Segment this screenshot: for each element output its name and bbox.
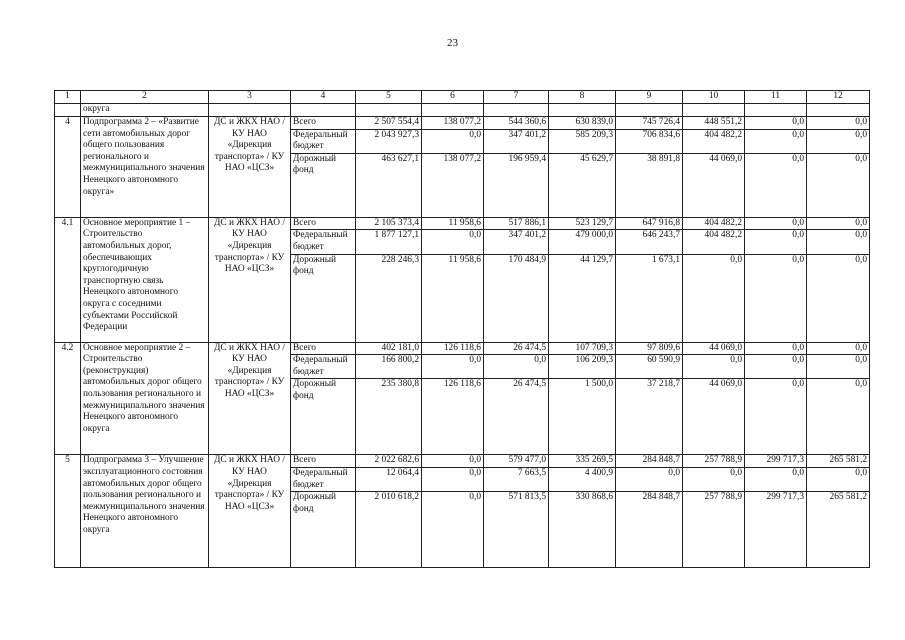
funding-source: Всего	[291, 455, 356, 468]
amount-cell: 257 788,9	[683, 455, 745, 468]
row-number: 4	[55, 117, 81, 218]
funding-source: Всего	[291, 217, 356, 230]
page-number: 23	[447, 37, 458, 49]
amount-cell: 404 482,2	[683, 217, 745, 230]
table-row	[55, 217, 870, 230]
row-name: Подпрограмма 3 – Улучшение эксплуатационного состояния автомобильных дорог общего пользования регионального и межмуниципального значения Ненецкого автономного округа	[81, 455, 209, 568]
table-row	[55, 455, 870, 468]
amount-cell: 646 243,7	[616, 230, 683, 254]
cell-empty	[422, 104, 484, 117]
amount-cell: 0,0	[683, 355, 745, 379]
table-row	[55, 342, 870, 355]
amount-cell: 0,0	[422, 455, 484, 468]
amount-cell: 0,0	[422, 129, 484, 153]
amount-cell: 0,0	[807, 230, 870, 254]
table-row	[55, 117, 870, 130]
amount-cell: 44 069,0	[683, 379, 745, 455]
col-number: 11	[745, 91, 807, 104]
amount-cell: 523 129,7	[549, 217, 616, 230]
amount-cell: 0,0	[616, 467, 683, 491]
amount-cell: 44 069,0	[683, 342, 745, 355]
amount-cell: 0,0	[745, 217, 807, 230]
amount-cell: 330 868,6	[549, 492, 616, 568]
row-name: Подпрограмма 2 – «Развитие сети автомобильных дорог общего пользования регионального и межмуниципального значения Ненецкого автономного округа»	[81, 117, 209, 218]
budget-table	[54, 90, 870, 568]
funding-source: Федеральный бюджет	[291, 129, 356, 153]
row-number: 5	[55, 455, 81, 568]
col-number: 4	[291, 91, 356, 104]
funding-source: Дорожный фонд	[291, 254, 356, 342]
amount-cell: 138 077,2	[422, 117, 484, 130]
amount-cell: 235 380,8	[356, 379, 422, 455]
amount-cell: 107 709,3	[549, 342, 616, 355]
amount-cell: 0,0	[807, 355, 870, 379]
amount-cell: 544 360,6	[484, 117, 549, 130]
amount-cell: 126 118,6	[422, 379, 484, 455]
amount-cell: 257 788,9	[683, 492, 745, 568]
amount-cell: 265 581,2	[807, 492, 870, 568]
amount-cell: 630 839,0	[549, 117, 616, 130]
amount-cell: 60 590,9	[616, 355, 683, 379]
amount-cell: 138 077,2	[422, 153, 484, 217]
cell-empty	[356, 104, 422, 117]
amount-cell: 579 477,0	[484, 455, 549, 468]
table-body	[55, 91, 870, 568]
amount-cell: 26 474,5	[484, 342, 549, 355]
amount-cell: 228 246,3	[356, 254, 422, 342]
amount-cell: 0,0	[745, 467, 807, 491]
row-executor: ДС и ЖКХ НАО / КУ НАО «Дирекция транспорта» / КУ НАО «ЦСЗ»	[209, 117, 291, 218]
amount-cell: 4 400,9	[549, 467, 616, 491]
amount-cell: 11 958,6	[422, 254, 484, 342]
funding-source: Дорожный фонд	[291, 153, 356, 217]
amount-cell: 45 629,7	[549, 153, 616, 217]
amount-cell: 0,0	[807, 379, 870, 455]
amount-cell: 97 809,6	[616, 342, 683, 355]
amount-cell: 335 269,5	[549, 455, 616, 468]
continuation-row	[55, 104, 870, 117]
amount-cell: 196 959,4	[484, 153, 549, 217]
amount-cell: 265 581,2	[807, 455, 870, 468]
cell-empty	[807, 104, 870, 117]
amount-cell: 284 848,7	[616, 455, 683, 468]
funding-source: Всего	[291, 342, 356, 355]
amount-cell: 0,0	[745, 117, 807, 130]
amount-cell: 7 663,5	[484, 467, 549, 491]
amount-cell: 402 181,0	[356, 342, 422, 355]
amount-cell: 299 717,3	[745, 492, 807, 568]
amount-cell: 0,0	[807, 217, 870, 230]
amount-cell: 126 118,6	[422, 342, 484, 355]
cell-empty	[549, 104, 616, 117]
amount-cell: 166 800,2	[356, 355, 422, 379]
funding-source: Дорожный фонд	[291, 379, 356, 455]
amount-cell: 0,0	[807, 254, 870, 342]
amount-cell: 0,0	[807, 117, 870, 130]
row-number: 4.2	[55, 342, 81, 455]
amount-cell: 571 813,5	[484, 492, 549, 568]
amount-cell: 170 484,9	[484, 254, 549, 342]
amount-cell: 26 474,5	[484, 379, 549, 455]
amount-cell: 0,0	[422, 230, 484, 254]
row-executor: ДС и ЖКХ НАО / КУ НАО «Дирекция транспорта» / КУ НАО «ЦСЗ»	[209, 455, 291, 568]
column-number-row	[55, 91, 870, 104]
row-name: Основное мероприятие 1 – Строительство автомобильных дорог, обеспечивающих круглогодичную транспортную связь Ненецкого автономного округа с соседними субъектами Российской Федерации	[81, 217, 209, 342]
funding-source: Федеральный бюджет	[291, 230, 356, 254]
amount-cell: 0,0	[745, 254, 807, 342]
amount-cell: 463 627,1	[356, 153, 422, 217]
col-number: 7	[484, 91, 549, 104]
amount-cell: 0,0	[745, 129, 807, 153]
amount-cell: 0,0	[484, 355, 549, 379]
funding-source: Дорожный фонд	[291, 492, 356, 568]
amount-cell: 0,0	[422, 492, 484, 568]
continuation-text: округа	[81, 104, 209, 117]
amount-cell: 0,0	[745, 230, 807, 254]
amount-cell: 0,0	[422, 355, 484, 379]
amount-cell: 0,0	[745, 153, 807, 217]
col-number: 2	[81, 91, 209, 104]
amount-cell: 448 551,2	[683, 117, 745, 130]
amount-cell: 299 717,3	[745, 455, 807, 468]
amount-cell: 2 507 554,4	[356, 117, 422, 130]
col-number: 5	[356, 91, 422, 104]
amount-cell: 11 958,6	[422, 217, 484, 230]
amount-cell: 0,0	[807, 129, 870, 153]
amount-cell: 0,0	[807, 467, 870, 491]
row-executor: ДС и ЖКХ НАО / КУ НАО «Дирекция транспорта» / КУ НАО «ЦСЗ»	[209, 217, 291, 342]
cell-empty	[55, 104, 81, 117]
amount-cell: 37 218,7	[616, 379, 683, 455]
amount-cell: 1 877 127,1	[356, 230, 422, 254]
row-number: 4.1	[55, 217, 81, 342]
col-number: 10	[683, 91, 745, 104]
cell-empty	[209, 104, 291, 117]
row-executor: ДС и ЖКХ НАО / КУ НАО «Дирекция транспорта» / КУ НАО «ЦСЗ»	[209, 342, 291, 455]
amount-cell: 479 000,0	[549, 230, 616, 254]
amount-cell: 404 482,2	[683, 230, 745, 254]
amount-cell: 44 069,0	[683, 153, 745, 217]
amount-cell: 517 886,1	[484, 217, 549, 230]
col-number: 12	[807, 91, 870, 104]
amount-cell: 706 834,6	[616, 129, 683, 153]
amount-cell: 38 891,8	[616, 153, 683, 217]
col-number: 8	[549, 91, 616, 104]
col-number: 1	[55, 91, 81, 104]
amount-cell: 0,0	[745, 355, 807, 379]
amount-cell: 1 673,1	[616, 254, 683, 342]
funding-source: Федеральный бюджет	[291, 355, 356, 379]
amount-cell: 347 401,2	[484, 230, 549, 254]
row-name: Основное мероприятие 2 – Строительство (реконструкция) автомобильных дорог общего пользования регионального и межмуниципального значения Ненецкого автономного округа	[81, 342, 209, 455]
amount-cell: 106 209,3	[549, 355, 616, 379]
cell-empty	[745, 104, 807, 117]
col-number: 6	[422, 91, 484, 104]
amount-cell: 0,0	[683, 467, 745, 491]
amount-cell: 0,0	[807, 342, 870, 355]
amount-cell: 2 043 927,3	[356, 129, 422, 153]
col-number: 3	[209, 91, 291, 104]
amount-cell: 585 209,3	[549, 129, 616, 153]
amount-cell: 0,0	[683, 254, 745, 342]
col-number: 9	[616, 91, 683, 104]
funding-source: Федеральный бюджет	[291, 467, 356, 491]
amount-cell: 0,0	[745, 379, 807, 455]
amount-cell: 347 401,2	[484, 129, 549, 153]
cell-empty	[616, 104, 683, 117]
amount-cell: 647 916,8	[616, 217, 683, 230]
amount-cell: 12 064,4	[356, 467, 422, 491]
amount-cell: 745 726,4	[616, 117, 683, 130]
amount-cell: 284 848,7	[616, 492, 683, 568]
amount-cell: 2 105 373,4	[356, 217, 422, 230]
amount-cell: 0,0	[807, 153, 870, 217]
amount-cell: 0,0	[745, 342, 807, 355]
amount-cell: 2 010 618,2	[356, 492, 422, 568]
cell-empty	[683, 104, 745, 117]
amount-cell: 2 022 682,6	[356, 455, 422, 468]
amount-cell: 44 129,7	[549, 254, 616, 342]
amount-cell: 0,0	[422, 467, 484, 491]
amount-cell: 404 482,2	[683, 129, 745, 153]
amount-cell: 1 500,0	[549, 379, 616, 455]
cell-empty	[484, 104, 549, 117]
funding-source: Всего	[291, 117, 356, 130]
cell-empty	[291, 104, 356, 117]
